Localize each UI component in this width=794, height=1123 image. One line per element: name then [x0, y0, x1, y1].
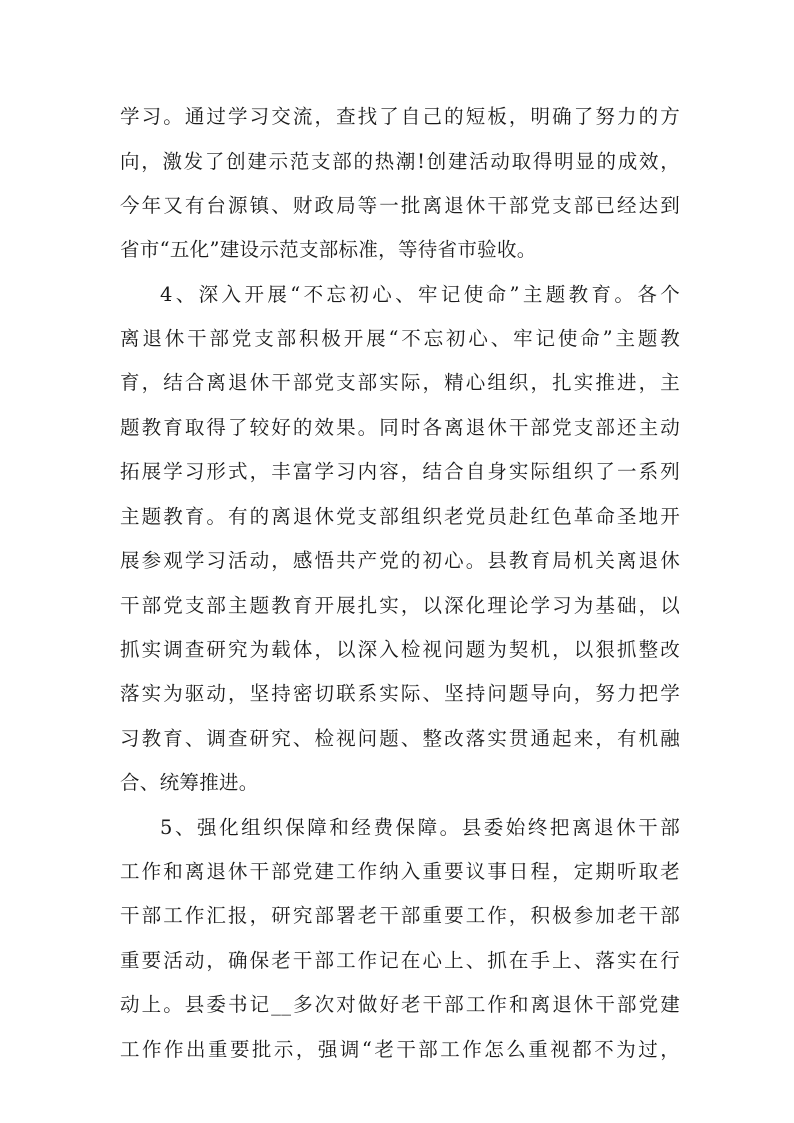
- body-text-line: 重要活动，确保老干部工作记在心上、抓在手上、落实在行: [120, 949, 680, 972]
- body-text-line: 拓展学习形式，丰富学习内容，结合自身实际组织了一系列: [120, 460, 680, 483]
- body-text-line: 抓实调查研究为载体，以深入检视问题为契机，以狠抓整改: [120, 638, 680, 661]
- body-text-line: 离退休干部党支部积极开展“不忘初心、牢记使命”主题教: [120, 327, 680, 350]
- body-text-line: 向，激发了创建示范支部的热潮!创建活动取得明显的成效，: [120, 150, 680, 173]
- body-text-line: 展参观学习活动，感悟共产党的初心。县教育局机关离退休: [120, 549, 680, 572]
- body-text-line: 工作作出重要批示，强调“老干部工作怎么重视都不为过，: [120, 1038, 680, 1061]
- body-text-line: 主题教育。有的离退休党支部组织老党员赴红色革命圣地开: [120, 505, 680, 528]
- body-text-line: 工作和离退休干部党建工作纳入重要议事日程，定期听取老: [120, 860, 680, 883]
- body-text-line: 题教育取得了较好的效果。同时各离退休干部党支部还主动: [120, 416, 680, 439]
- body-text-line: 干部工作汇报，研究部署老干部重要工作，积极参加老干部: [120, 904, 680, 927]
- body-text-line: 落实为驱动，坚持密切联系实际、坚持问题导向，努力把学: [120, 682, 680, 705]
- body-text-line: 今年又有台源镇、财政局等一批离退休干部党支部已经达到: [120, 194, 680, 217]
- body-text-line: 动上。县委书记__多次对做好老干部工作和离退休干部党建: [120, 993, 680, 1016]
- body-text-line: 合、统筹推进。: [120, 771, 259, 794]
- body-text-line: 学习。通过学习交流，查找了自己的短板，明确了努力的方: [120, 105, 680, 128]
- section-heading-5: 5、强化组织保障和经费保障。县委始终把离退休干部: [160, 816, 680, 839]
- body-text-line: 习教育、调查研究、检视问题、整改落实贯通起来，有机融: [120, 727, 680, 750]
- body-text-line: 育，结合离退休干部党支部实际，精心组织，扎实推进，主: [120, 371, 680, 394]
- section-heading-4: 4、深入开展“不忘初心、牢记使命”主题教育。各个: [160, 283, 680, 306]
- body-text-line: 省市“五化”建设示范支部标准，等待省市验收。: [120, 238, 537, 261]
- body-text-line: 干部党支部主题教育开展扎实，以深化理论学习为基础，以: [120, 594, 680, 617]
